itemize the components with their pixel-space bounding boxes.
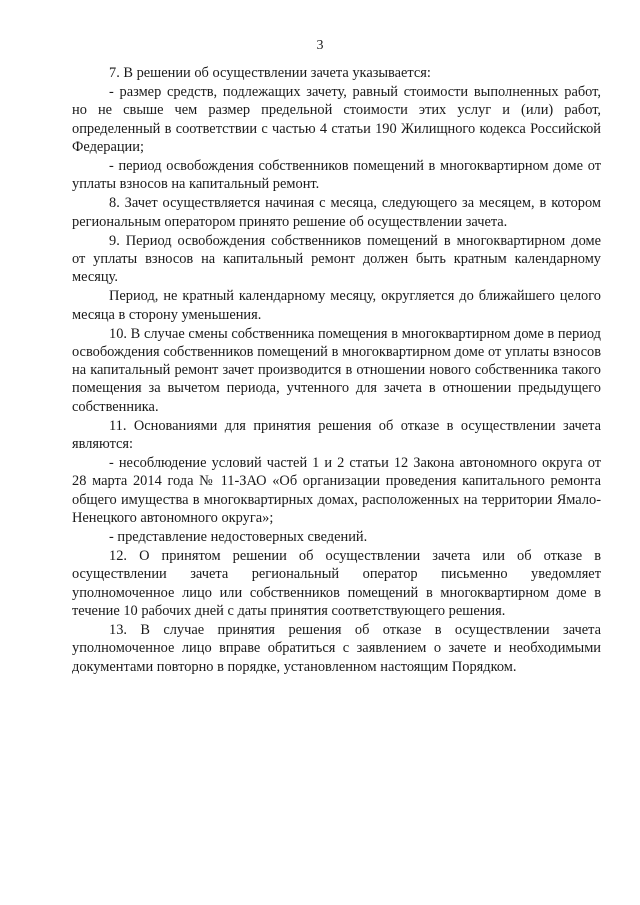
paragraph-7-item-amount: - размер средств, подлежащих зачету, равный стоимости выполненных работ, но не свыше чем размер предельной стоимости этих услуг и (или) работ, определенный в соответствии с частью 4 статьи 190 Жилищного кодекса Российской Федерации; bbox=[72, 84, 601, 155]
paragraph-7-heading: 7. В решении об осуществлении зачета указывается: bbox=[109, 65, 431, 81]
page-number: 3 bbox=[316, 38, 324, 53]
paragraph-9-rounding: Период, не кратный календарному месяцу, округляется до ближайшего целого месяца в сторону уменьшения. bbox=[72, 288, 601, 323]
document-body bbox=[72, 64, 601, 677]
paragraph-10: 10. В случае смены собственника помещения в многоквартирном доме в период освобождения собственников помещений в многоквартирном доме от уплаты взносов на капитальный ремонт зачет производится в отношении нового собственника такого помещения за вычетом периода, учтенного для зачета в отношении предыдущего собственника. bbox=[72, 325, 601, 415]
paragraph-11-heading: 11. Основаниями для принятия решения об отказе в осуществлении зачета являются: bbox=[72, 417, 601, 453]
paragraph-7-item-period: - период освобождения собственников помещений в многоквартирном доме от уплаты взносов на капитальный ремонт. bbox=[72, 158, 601, 193]
paragraph-11-item-noncompliance: - несоблюдение условий частей 1 и 2 статьи 12 Закона автономного округа от 28 марта 2014 года № 11-ЗАО «Об организации проведения капитального ремонта общего имущества в многоквартирных домах, расположенных на территории Ямало-Ненецкого автономного округа»; bbox=[72, 455, 601, 526]
paragraph-13: 13. В случае принятия решения об отказе в осуществлении зачета уполномоченное лицо вправе обратиться с заявлением о зачете и необходимыми документами повторно в порядке, установленном настоящим Порядком. bbox=[72, 622, 601, 675]
paragraph-11-item-false-info: - представление недостоверных сведений. bbox=[109, 529, 368, 546]
paragraph-8: 8. Зачет осуществляется начиная с месяца, следующего за месяцем, в котором региональным оператором принято решение об осуществлении зачета. bbox=[72, 195, 601, 230]
paragraph-9: 9. Период освобождения собственников помещений в многоквартирном доме от уплаты взносов на капитальный ремонт должен быть кратным календарному месяцу. bbox=[72, 232, 601, 286]
paragraph-12: 12. О принятом решении об осуществлении зачета или об отказе в осуществлении зачета региональный оператор письменно уведомляет уполномоченное лицо или собственников помещений в многоквартирном доме в течение 10 рабочих дней с даты принятия соответствующего решения. bbox=[72, 548, 601, 619]
